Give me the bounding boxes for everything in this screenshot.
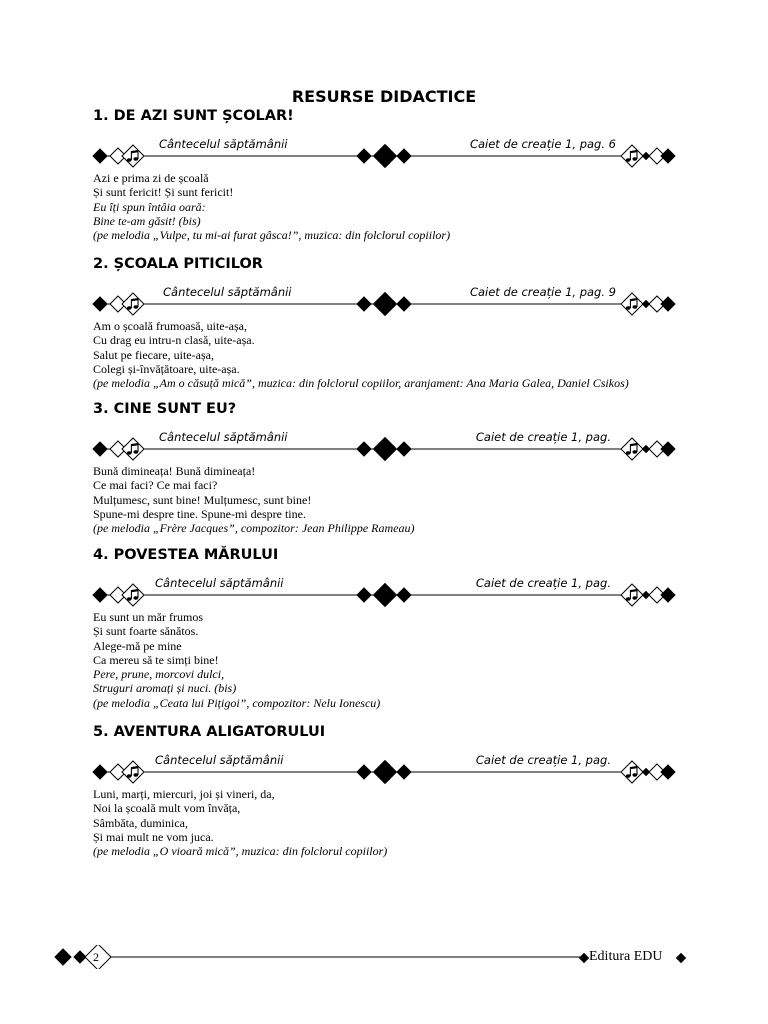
diamond-filled-icon [93, 588, 107, 602]
lyric-line: Mulțumesc, sunt bine! Mulțumesc, sunt bine! [93, 492, 312, 507]
diamond-filled-icon [397, 442, 411, 456]
diamond-filled-icon [374, 584, 397, 607]
lyric-line: Sâmbăta, duminica, [93, 815, 188, 830]
ornamental-divider [0, 144, 768, 168]
song-of-the-week-label: Cântecelul săptămânii [159, 137, 288, 151]
diamond-outline-icon [621, 761, 643, 783]
diamond-outline-icon [122, 761, 144, 783]
refrain-line: Struguri aromați și nuci. (bis) [93, 681, 237, 696]
workbook-reference: Caiet de creație 1, pag. [475, 430, 611, 444]
diamond-outline-icon [122, 438, 144, 460]
song-of-the-week-label: Cântecelul săptămânii [163, 285, 292, 299]
diamond-filled-icon [580, 954, 589, 963]
diamond-filled-icon [74, 951, 86, 963]
diamond-filled-icon [357, 149, 371, 163]
diamond-filled-icon [661, 588, 675, 602]
lyric-line: Spune-mi despre tine. Spune-mi despre tine. [93, 506, 306, 521]
ornamental-divider [0, 583, 768, 607]
lyric-line: Azi e prima zi de școală [93, 171, 209, 185]
refrain-line: Pere, prune, morcovi dulci, [93, 667, 225, 682]
melody-note: (pe melodia „Ceata lui Pițigoi”, compozitor: Nelu Ionescu) [93, 695, 381, 710]
diamond-filled-icon [661, 149, 675, 163]
workbook-reference: Caiet de creație 1, pag. 9 [469, 285, 616, 299]
page-footer [0, 945, 768, 969]
song-lyrics [93, 787, 693, 858]
section-heading: 1. DE AZI SUNT ȘCOLAR! [93, 108, 294, 124]
refrain-line: Bine te-am găsit! (bis) [93, 213, 201, 228]
song-section [0, 723, 768, 893]
song-section [0, 400, 768, 570]
lyric-line: Ce mai faci? Ce mai faci? [93, 478, 218, 493]
diamond-filled-icon [374, 145, 397, 168]
melody-note: (pe melodia „Am o căsuță mică”, muzica: din folclorul copiilor, aranjament: Ana Maria Galea, Daniel Csikos) [93, 376, 629, 391]
melody-note: (pe melodia „Vulpe, tu mi-ai furat gâsca!”, muzica: din folclorul copiilor) [93, 228, 451, 243]
workbook-reference: Caiet de creație 1, pag. 6 [469, 137, 616, 151]
lyric-line: Și sunt foarte sănătos. [93, 624, 199, 639]
diamond-filled-icon [374, 293, 397, 316]
lyric-line: Și mai mult ne vom juca. [93, 829, 214, 844]
diamond-outline-icon [122, 293, 144, 315]
diamond-filled-icon [93, 765, 107, 779]
melody-note: (pe melodia „O vioară mică”, muzica: din folclorul copiilor) [93, 844, 388, 859]
page-title: RESURSE DIDACTICE [291, 87, 477, 106]
diamond-filled-icon [93, 442, 107, 456]
song-lyrics [93, 171, 693, 242]
lyric-line: Salut pe fiecare, uite-așa, [93, 347, 214, 362]
refrain-line: Eu îți spun întâia oară: [93, 199, 206, 214]
diamond-filled-icon [661, 442, 675, 456]
lyric-line: Am o școală frumoasă, uite-așa, [93, 319, 247, 333]
diamond-filled-icon [397, 588, 411, 602]
lyric-line: Colegi și-învățătoare, uite-așa. [93, 361, 240, 376]
section-heading: 4. POVESTEA MĂRULUI [93, 547, 279, 563]
lyric-line: Eu sunt un măr frumos [93, 610, 203, 624]
song-of-the-week-label: Cântecelul săptămânii [155, 576, 284, 590]
diamond-filled-icon [374, 761, 397, 784]
diamond-filled-icon [357, 297, 371, 311]
ornamental-divider [0, 760, 768, 784]
song-section [0, 546, 768, 716]
workbook-reference: Caiet de creație 1, pag. [475, 753, 611, 767]
diamond-outline-icon [122, 584, 144, 606]
diamond-filled-icon [661, 765, 675, 779]
ornamental-divider [0, 437, 768, 461]
page-number: 2 [93, 950, 99, 964]
diamond-filled-icon [93, 149, 107, 163]
lyric-line: Bună dimineața! Bună dimineața! [93, 464, 256, 478]
section-heading: 2. ȘCOALA PITICILOR [93, 256, 263, 272]
lyric-line: Cu drag eu intru-n clasă, uite-așa. [93, 333, 255, 348]
diamond-filled-icon [397, 149, 411, 163]
diamond-filled-icon [661, 297, 675, 311]
diamond-outline-icon [621, 438, 643, 460]
publisher-name: Editura EDU [589, 949, 663, 964]
song-lyrics [93, 610, 693, 710]
diamond-outline-icon [621, 584, 643, 606]
song-section [0, 107, 768, 277]
diamond-filled-icon [397, 765, 411, 779]
song-lyrics [93, 319, 693, 390]
diamond-filled-icon [677, 954, 686, 963]
diamond-filled-icon [357, 765, 371, 779]
diamond-outline-icon [621, 145, 643, 167]
lyric-line: Și sunt fericit! Și sunt fericit! [93, 185, 234, 200]
lyric-line: Ca mereu să te simți bine! [93, 652, 219, 667]
diamond-outline-icon [122, 145, 144, 167]
workbook-reference: Caiet de creație 1, pag. [475, 576, 611, 590]
diamond-filled-icon [357, 588, 371, 602]
diamond-filled-icon [357, 442, 371, 456]
diamond-filled-icon [93, 297, 107, 311]
section-heading: 5. AVENTURA ALIGATORULUI [93, 724, 326, 740]
song-of-the-week-label: Cântecelul săptămânii [155, 753, 284, 767]
diamond-filled-icon [55, 949, 71, 965]
melody-note: (pe melodia „Frère Jacques”, compozitor: Jean Philippe Rameau) [93, 521, 415, 536]
diamond-outline-icon [621, 293, 643, 315]
song-of-the-week-label: Cântecelul săptămânii [159, 430, 288, 444]
diamond-filled-icon [374, 438, 397, 461]
lyric-line: Alege-mă pe mine [93, 638, 182, 653]
ornamental-divider [0, 292, 768, 316]
section-heading: 3. CINE SUNT EU? [93, 401, 237, 417]
lyric-line: Noi la școală mult vom învăța, [93, 801, 241, 816]
diamond-filled-icon [397, 297, 411, 311]
song-lyrics [93, 464, 693, 535]
lyric-line: Luni, marți, miercuri, joi și vineri, da, [93, 787, 275, 801]
